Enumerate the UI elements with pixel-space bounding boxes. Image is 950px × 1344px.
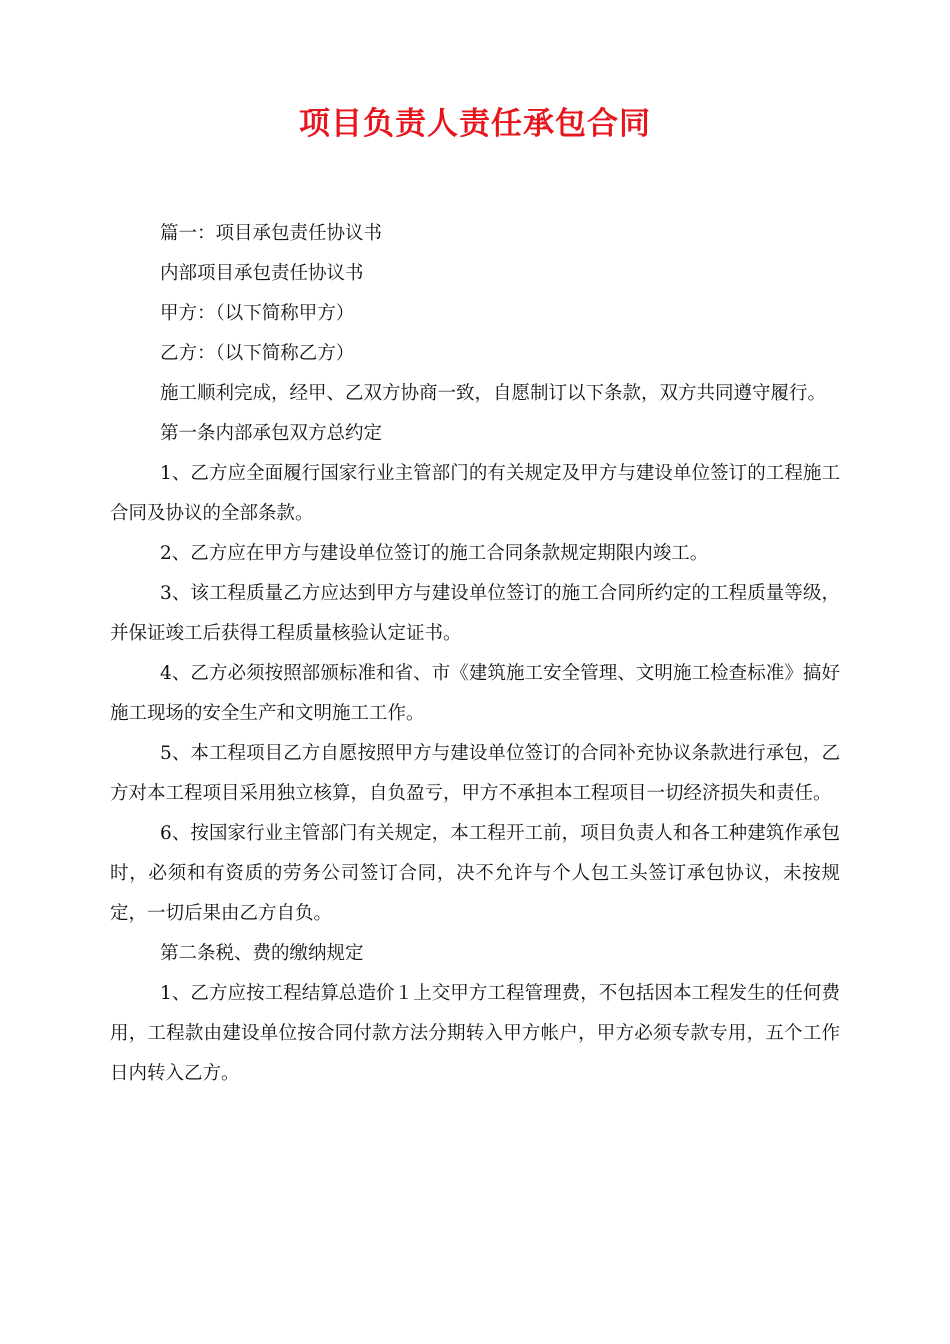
paragraph-article-1-heading: 第一条内部承包双方总约定 [160, 423, 383, 444]
paragraph-article-1-item-3: 3、该工程质量乙方应达到甲方与建设单位签订的施工合同所约定的工程质量等级，并保证竣工后获得工程质量核验认定证书。 [110, 583, 840, 644]
document-body [110, 214, 840, 1094]
paragraph-party-b: 乙方：（以下简称乙方） [160, 343, 355, 364]
paragraph-preamble: 施工顺利完成，经甲、乙双方协商一致，自愿制订以下条款，双方共同遵守履行。 [160, 383, 827, 404]
paragraph-article-2-item-1: 1、乙方应按工程结算总造价１上交甲方工程管理费，不包括因本工程发生的任何费用，工程款由建设单位按合同付款方法分期转入甲方帐户，甲方必须专款专用，五个工作日内转入乙方。 [110, 983, 840, 1084]
paragraph-agreement-name: 内部项目承包责任协议书 [160, 263, 364, 284]
document-title: 项目负责人责任承包合同 [299, 106, 651, 142]
paragraph-article-1-item-4: 4、乙方必须按照部颁标准和省、市《建筑施工安全管理、文明施工检查标准》搞好施工现场的安全生产和文明施工工作。 [110, 663, 840, 724]
paragraph-section-heading: 篇一：项目承包责任协议书 [160, 223, 383, 244]
paragraph-article-1-item-2: 2、乙方应在甲方与建设单位签订的施工合同条款规定期限内竣工。 [160, 543, 709, 564]
paragraph-party-a: 甲方：（以下简称甲方） [160, 303, 355, 324]
paragraph-article-2-heading: 第二条税、费的缴纳规定 [160, 943, 364, 964]
paragraph-article-1-item-5: 5、本工程项目乙方自愿按照甲方与建设单位签订的合同补充协议条款进行承包，乙方对本工程项目采用独立核算，自负盈亏，甲方不承担本工程项目一切经济损失和责任。 [110, 743, 840, 804]
paragraph-article-1-item-1: 1、乙方应全面履行国家行业主管部门的有关规定及甲方与建设单位签订的工程施工合同及协议的全部条款。 [110, 463, 840, 524]
paragraph-article-1-item-6: 6、按国家行业主管部门有关规定，本工程开工前，项目负责人和各工种建筑作承包时，必须和有资质的劳务公司签订合同，决不允许与个人包工头签订承包协议，未按规定，一切后果由乙方自负。 [110, 823, 840, 924]
